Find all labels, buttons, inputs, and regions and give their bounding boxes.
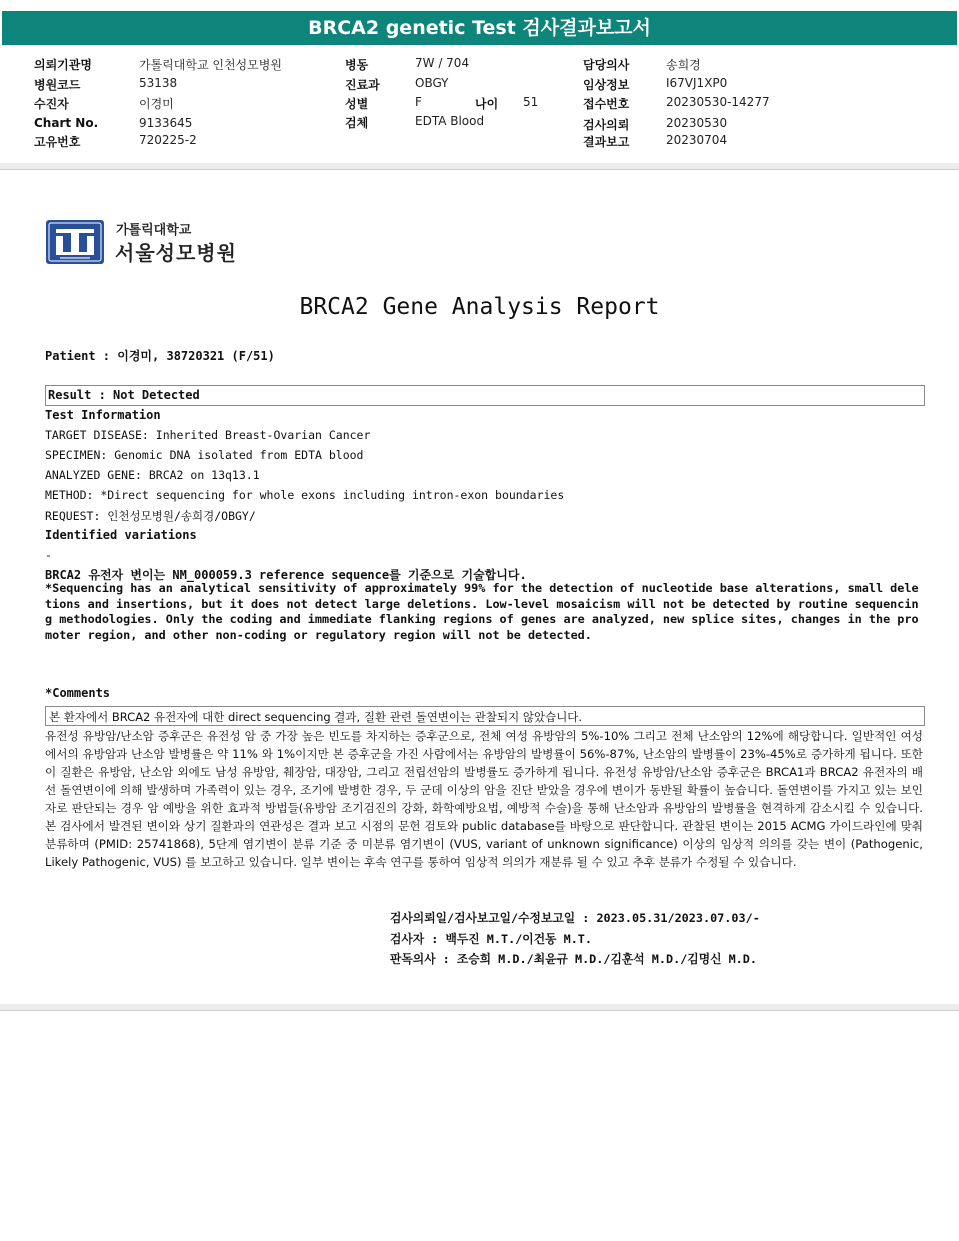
- label-clinical-info: 임상정보: [583, 78, 630, 92]
- label-requesting-institution: 의뢰기관명: [34, 58, 92, 72]
- value-chart-no: 9133645: [139, 116, 193, 130]
- comment-body: 유전성 유방암/난소암 증후군은 유전성 암 중 가장 높은 빈도를 차지하는 증후군으로, 전체 여성 유방암의 5%-10% 그리고 전체 난소암의 12%에 해당합니다. 일반적인 여성에서의 유방암과 난소암 발병률은 약 11% 와 1%이지만 본 증후군을 가진 사람에서는 유방암의 발병률이 56%-87%, 난소암의 발병률이 23%-45%로 증가하게 됩니다. 또한 이 질환은 유방암, 난소암 외에도 남성 유방암, 췌장암, 대장암, 그리고 전립선암의 발병률도 증가하게 됩니다. 유전성 유방암/난소암 증후군은 BRCA1과 BRCA2 유전자의 배선 돌연변이에 의해 발생하며 가족력이 있는 경우, 조기에 발병한 경우, 두 군데 이상의 암을 진단 받았을 경우에 변이가 동반될 확률이 높습니다. 돌연변이를 가지고 있는 보인자로 판단되는 경우 암 예방을 위한 효과적 방법들(유방암 조기검진의 강화, 화학예방요법, 예방적 수술)을 통해 난소암과 유방암의 발병률을 현격하게 감소시킬 수 있습니다. 본 검사에서 발견된 변이와 상기 질환과의 연관성은 결과 보고 시점의 문헌 검토와 public database를 바탕으로 판단합니다. 관찰된 변이는 2015 ACMG 가이드라인에 맞춰 분류하며 (PMID: 25741868), 5단계 염기변이 분류 기준 중 미분류 염기변이 (VUS, variant of unknown significance) 이상의 임상적 의의를 갖는 변이 (Pathogenic, Likely Pathogenic, VUS) 를 보고하고 있습니다. 일부 변이는 후속 연구를 통하여 임상적 의의가 재분류 될 수 있고 추후 분류가 수정될 수 있습니다.: [45, 729, 923, 869]
- value-age: 51: [523, 95, 539, 109]
- value-patient-name: 이경미: [139, 97, 174, 111]
- label-hospital-code: 병원코드: [34, 78, 81, 92]
- patient-header-info: [0, 52, 959, 152]
- label-age: 나이: [475, 97, 499, 111]
- test-information-heading: Test Information: [45, 408, 161, 422]
- value-unique-number: 720225-2: [139, 133, 197, 147]
- comments-heading: *Comments: [45, 686, 111, 700]
- patient-line: Patient : 이경미, 38720321 (F/51): [45, 349, 275, 363]
- info-method: METHOD: *Direct sequencing for whole exons including intron-exon boundaries: [45, 488, 565, 502]
- value-sex: F: [415, 95, 422, 109]
- label-patient-name: 수진자: [34, 97, 69, 111]
- label-request-date: 검사의뢰: [583, 118, 630, 132]
- hospital-logo: [45, 217, 245, 269]
- value-report-date: 20230704: [666, 133, 728, 147]
- result-box: Result : Not Detected: [45, 385, 925, 406]
- value-clinical-info: I67VJ1XP0: [666, 76, 728, 90]
- info-request: REQUEST: 인천성모병원/송희경/OBGY/: [45, 509, 256, 523]
- label-department: 진료과: [345, 78, 380, 92]
- label-ward: 병동: [345, 58, 369, 72]
- info-analyzed-gene: ANALYZED GENE: BRCA2 on 13q13.1: [45, 468, 260, 482]
- value-accession-number: 20230530-14277: [666, 95, 770, 109]
- sensitivity-note: *Sequencing has an analytical sensitivity of approximately 99% for the detection of nucleotide base alterations, small deletions and insertions, but it does not detect large deletions. Low-level mosaicism will not be detected by routine sequencing methodologies. Only the coding and immediate flanking regions of genes are analyzed, new splice sites, changes in the promoter region, and other non-coding or regulatory region will not be detected.: [45, 581, 919, 643]
- logo-hospital-name: 서울성모병원: [115, 241, 237, 265]
- value-requesting-institution: 가톨릭대학교 인천성모병원: [139, 58, 282, 72]
- hospital-emblem-icon: [45, 219, 105, 265]
- report-titlebar: [2, 11, 957, 45]
- signoff-dates: 검사의뢰일/검사보고일/수정보고일 : 2023.05.31/2023.07.03/-: [390, 911, 760, 925]
- value-department: OBGY: [415, 76, 449, 90]
- value-specimen: EDTA Blood: [415, 114, 485, 128]
- reference-sequence-note: BRCA2 유전자 변이는 NM_000059.3 reference sequence를 기준으로 기술합니다.: [45, 568, 527, 582]
- label-report-date: 결과보고: [583, 135, 630, 149]
- label-specimen: 검체: [345, 116, 369, 130]
- label-unique-number: 고유번호: [34, 135, 81, 149]
- value-attending-doctor: 송희경: [666, 58, 701, 72]
- label-attending-doctor: 담당의사: [583, 58, 630, 72]
- report-title: BRCA2 Gene Analysis Report: [299, 294, 660, 320]
- logo-university-name: 가톨릭대학교: [116, 223, 192, 238]
- comment-summary-box: 본 환자에서 BRCA2 유전자에 대한 direct sequencing 결과, 질환 관련 돌연변이는 관찰되지 않았습니다.: [45, 706, 925, 726]
- signoff-technicians: 검사자 : 백두진 M.T./이건동 M.T.: [390, 932, 592, 946]
- footer-divider: [0, 1004, 959, 1011]
- signoff-physicians: 판독의사 : 조승희 M.D./최윤규 M.D./김훈석 M.D./김명신 M.D.: [390, 952, 757, 966]
- info-target-disease: TARGET DISEASE: Inherited Breast-Ovarian Cancer: [45, 428, 371, 442]
- value-request-date: 20230530: [666, 116, 728, 130]
- report-window-title: BRCA2 genetic Test 검사결과보고서: [308, 17, 651, 39]
- value-hospital-code: 53138: [139, 76, 178, 90]
- info-specimen: SPECIMEN: Genomic DNA isolated from EDTA blood: [45, 448, 364, 462]
- label-chart-no: Chart No.: [34, 116, 99, 130]
- identified-variations-heading: Identified variations: [45, 528, 197, 542]
- value-ward: 7W / 704: [415, 56, 470, 70]
- label-sex: 성별: [345, 97, 369, 111]
- header-divider: [0, 163, 959, 170]
- identified-variations-value: -: [45, 548, 52, 562]
- label-accession-number: 접수번호: [583, 97, 630, 111]
